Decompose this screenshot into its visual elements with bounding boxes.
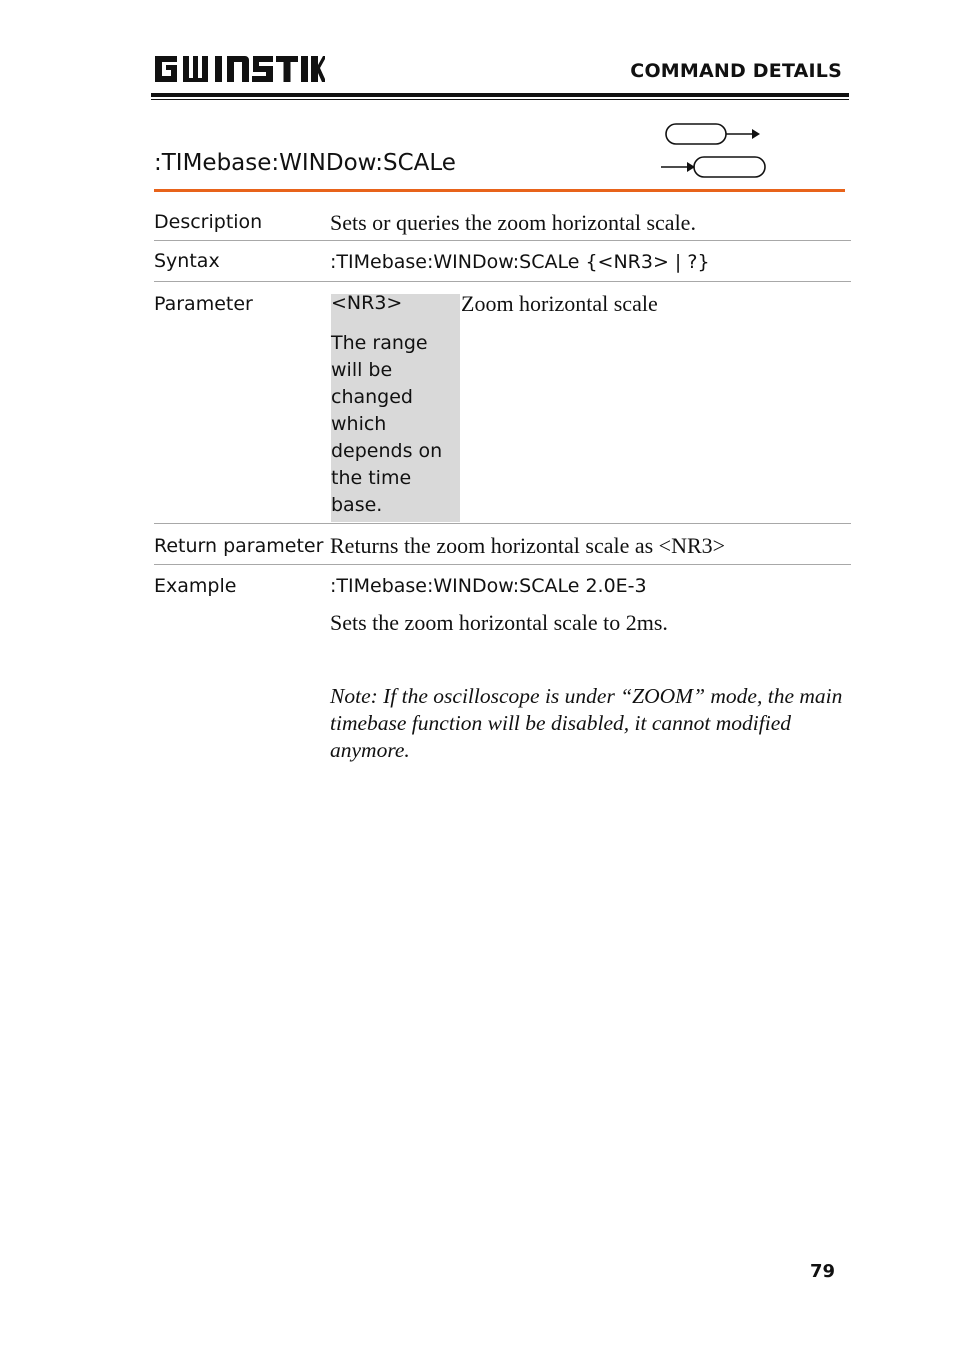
gw-instek-logo	[153, 52, 325, 86]
row-label-example: Example	[154, 575, 237, 597]
parameter-row	[154, 282, 851, 524]
header-rule-thin	[151, 99, 849, 100]
example-row	[154, 565, 851, 785]
syntax-row	[154, 241, 851, 282]
command-table	[154, 202, 851, 785]
description-value: Sets or queries the zoom horizontal scale.	[330, 210, 696, 235]
section-title: COMMAND DETAILS	[630, 60, 842, 82]
syntax-value: :TIMebase:WINDow:SCALe {<NR3> | ?}	[330, 251, 710, 273]
row-label-parameter: Parameter	[154, 293, 253, 315]
zoom-mode-note: Note: If the oscilloscope is under “ZOOM” mode, the main timebase function will be disabled, it cannot modified anymore.	[330, 684, 843, 762]
return-parameter-row	[154, 524, 851, 565]
title-rule	[154, 189, 845, 192]
row-label-syntax: Syntax	[154, 250, 220, 272]
parameter-name: <NR3>	[331, 292, 403, 314]
parameter-description: Zoom horizontal scale	[461, 291, 658, 316]
example-description: Sets the zoom horizontal scale to 2ms.	[330, 610, 668, 635]
return-parameter-value: Returns the zoom horizontal scale as <NR3>	[330, 533, 726, 558]
set-query-icon	[658, 121, 770, 181]
page-number: 79	[809, 1261, 835, 1282]
command-title: :TIMebase:WINDow:SCALe	[154, 150, 456, 176]
parameter-range-note: The range will be changed which depends on the time base.	[331, 332, 443, 516]
row-label-return-parameter: Return parameter	[154, 535, 324, 557]
row-label-description: Description	[154, 211, 263, 233]
example-command: :TIMebase:WINDow:SCALe 2.0E-3	[330, 575, 647, 597]
description-row	[154, 202, 851, 241]
header-rule	[151, 93, 849, 97]
